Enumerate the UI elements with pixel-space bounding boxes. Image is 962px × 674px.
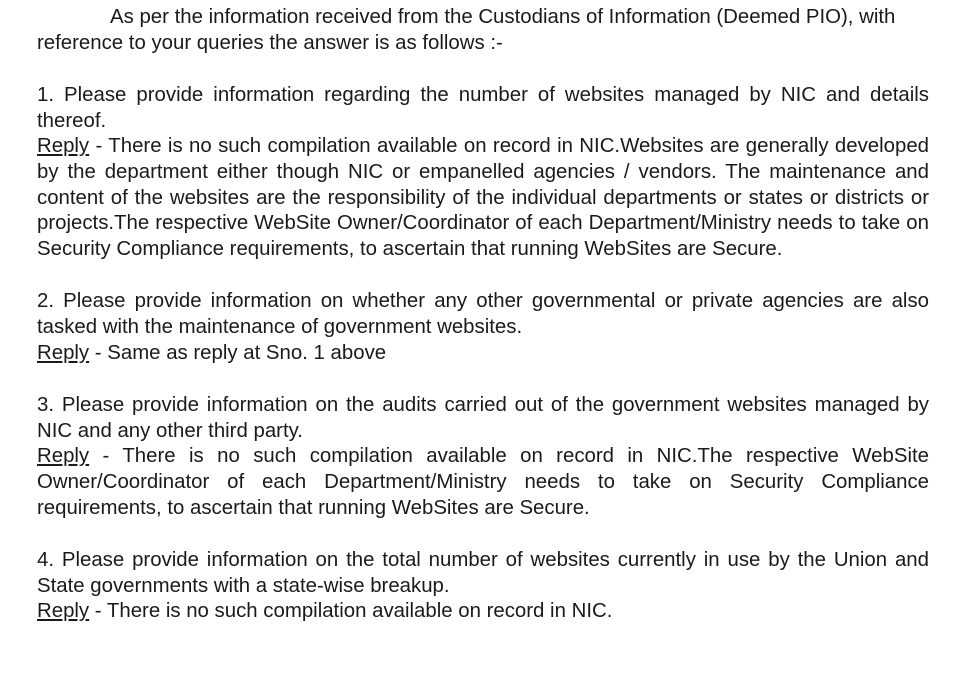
answer-text: - There is no such compilation available on record in NIC.Websites are generally developed by the department either though NIC or empanelled agencies / vendors. The maintenance and content of the websites are the responsibility of the individual departments or states or districts or projects.The respective WebSite Owner/Coordinator of each Department/Ministry needs to take on Security Compliance requirements, to ascertain that running WebSites are Secure. (37, 135, 929, 260)
reply-label: Reply (37, 341, 90, 364)
question-1: 1. Please provide information regarding the number of websites managed by NIC and details thereof. (37, 84, 929, 132)
answer-1 (37, 134, 929, 262)
question-4: 4. Please provide information on the total number of websites currently in use by the Union and State governments with a state-wise breakup. (37, 549, 929, 597)
query-item-1 (37, 83, 929, 262)
reply-label: Reply (37, 600, 90, 623)
query-item-2 (37, 289, 929, 366)
query-item-3 (37, 393, 929, 521)
intro-text-line2: reference to your queries the answer is as follows :- (37, 31, 503, 54)
answer-text: - There is no such compilation available on record in NIC.The respective WebSite Owner/Coordinator of each Department/Ministry needs to take on Security Compliance requirements, to ascertain that running WebSites are Secure. (37, 445, 929, 519)
answer-text: - Same as reply at Sno. 1 above (89, 341, 387, 364)
answer-2 (37, 341, 929, 367)
question-3: 3. Please provide information on the audits carried out of the government websites managed by NIC and any other third party. (37, 394, 929, 442)
answer-text: - There is no such compilation available on record in NIC. (89, 600, 613, 623)
document-page (37, 5, 929, 625)
query-item-4 (37, 548, 929, 625)
answer-4 (37, 599, 929, 625)
reply-label: Reply (37, 135, 90, 158)
intro-text-line1: As per the information received from the Custodians of Information (Deemed PIO), with (110, 6, 896, 28)
reply-label: Reply (37, 445, 90, 468)
question-2: 2. Please provide information on whether any other governmental or private agencies are also tasked with the maintenance of government websites. (37, 290, 929, 338)
answer-3 (37, 444, 929, 521)
